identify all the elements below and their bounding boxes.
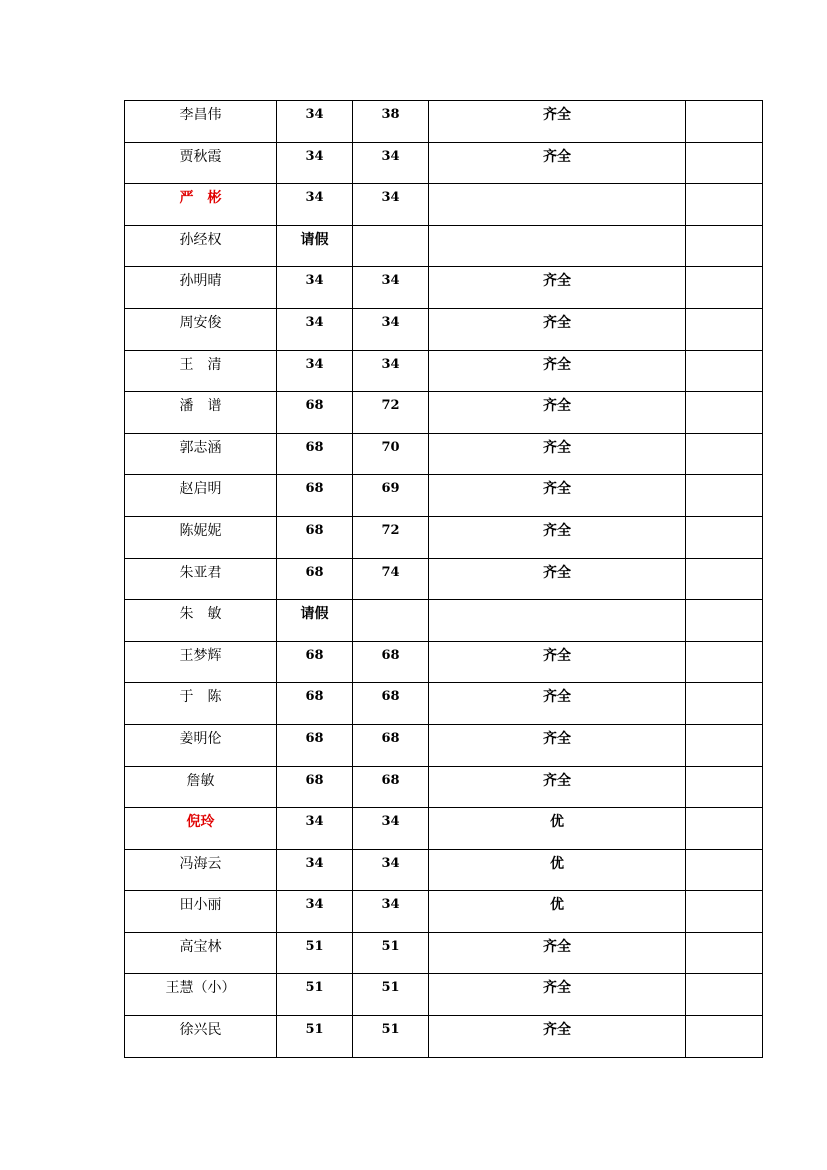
value-a-cell [277, 475, 353, 517]
value-a-cell [277, 808, 353, 850]
extra-cell-text [686, 642, 762, 648]
name-cell-text: 贾秋霞 [179, 148, 222, 165]
value-b-cell-text: 38 [381, 107, 400, 122]
value-a-cell-text: 34 [305, 273, 324, 289]
status-cell [429, 392, 686, 434]
extra-cell-text [686, 850, 762, 856]
name-cell [125, 433, 277, 475]
name-cell [125, 267, 277, 309]
status-cell [429, 308, 686, 350]
extra-cell [686, 1016, 763, 1058]
table-row [125, 350, 763, 392]
value-a-cell-text: 请假 [300, 231, 329, 248]
status-cell [429, 849, 686, 891]
value-a-cell-text: 34 [305, 356, 324, 372]
value-a-cell [277, 891, 353, 933]
extra-cell-text [686, 725, 762, 731]
name-cell-text: 王 清 [179, 356, 222, 373]
status-cell-text: 齐全 [543, 439, 571, 456]
value-a-cell-text: 68 [305, 772, 324, 788]
value-a-cell [277, 849, 353, 891]
extra-cell-text [686, 226, 762, 232]
status-cell [429, 683, 686, 725]
status-cell-text: 齐全 [543, 481, 571, 498]
extra-cell-text [686, 683, 762, 689]
status-cell-text: 齐全 [543, 938, 571, 955]
value-a-cell-text: 68 [305, 522, 324, 538]
status-cell [429, 184, 686, 226]
table-row [125, 974, 763, 1016]
table-row [125, 101, 763, 143]
extra-cell-text [686, 974, 762, 980]
status-cell-text: 优 [550, 855, 564, 872]
name-cell [125, 683, 277, 725]
status-cell-text: 齐全 [543, 522, 571, 539]
value-a-cell-text: 68 [305, 689, 324, 705]
status-cell [429, 267, 686, 309]
extra-cell [686, 142, 763, 184]
value-a-cell-text: 34 [305, 855, 324, 871]
status-cell-text: 齐全 [543, 273, 571, 290]
name-cell [125, 641, 277, 683]
name-cell-text: 徐兴民 [179, 1022, 222, 1039]
extra-cell [686, 932, 763, 974]
table-row [125, 600, 763, 642]
extra-cell-text [686, 143, 762, 149]
value-a-cell [277, 558, 353, 600]
value-a-cell [277, 516, 353, 558]
value-a-cell-text: 51 [305, 938, 324, 954]
value-b-cell-text: 72 [381, 522, 400, 538]
extra-cell-text [686, 351, 762, 357]
extra-cell [686, 808, 763, 850]
status-cell [429, 350, 686, 392]
value-b-cell [353, 350, 429, 392]
value-b-cell-text: 68 [381, 689, 400, 705]
status-cell-text: 齐全 [543, 980, 571, 997]
value-a-cell-text: 68 [305, 564, 324, 580]
status-cell [429, 766, 686, 808]
table-row [125, 1016, 763, 1058]
name-cell-text: 潘 谱 [179, 398, 222, 415]
extra-cell-text [686, 101, 762, 107]
value-b-cell [353, 600, 429, 642]
name-cell-text: 孙明晴 [179, 273, 222, 290]
status-cell-text: 齐全 [543, 1022, 571, 1039]
extra-cell [686, 225, 763, 267]
extra-cell [686, 433, 763, 475]
value-b-cell-text: 69 [381, 481, 400, 497]
extra-cell-text [686, 517, 762, 523]
name-cell [125, 974, 277, 1016]
status-cell-text: 优 [550, 897, 564, 914]
name-cell [125, 808, 277, 850]
table-row [125, 516, 763, 558]
value-a-cell-text: 34 [305, 897, 324, 913]
status-cell [429, 1016, 686, 1058]
name-cell-text: 赵启明 [179, 481, 222, 498]
roster-body [125, 101, 763, 1058]
value-b-cell-text: 34 [381, 356, 400, 372]
value-b-cell [353, 225, 429, 267]
name-cell-text: 王梦辉 [179, 647, 222, 664]
name-cell [125, 891, 277, 933]
value-a-cell-text: 34 [305, 148, 324, 164]
name-cell [125, 184, 277, 226]
value-b-cell [353, 974, 429, 1016]
status-cell-text [429, 184, 685, 190]
value-a-cell [277, 350, 353, 392]
name-cell [125, 724, 277, 766]
value-b-cell-text: 34 [381, 190, 400, 206]
extra-cell [686, 392, 763, 434]
status-cell-text: 齐全 [543, 356, 571, 373]
status-cell-text: 齐全 [543, 730, 571, 747]
value-a-cell [277, 932, 353, 974]
value-a-cell-text: 51 [305, 1022, 324, 1038]
status-cell-text: 优 [550, 814, 564, 831]
table-row [125, 558, 763, 600]
value-b-cell-text: 34 [381, 814, 400, 830]
value-a-cell [277, 1016, 353, 1058]
extra-cell-text [686, 891, 762, 897]
value-b-cell [353, 683, 429, 725]
value-b-cell [353, 516, 429, 558]
name-cell [125, 392, 277, 434]
table-row [125, 641, 763, 683]
name-cell-text: 倪玲 [186, 814, 215, 831]
value-a-cell-text: 68 [305, 647, 324, 663]
value-b-cell-text: 34 [381, 314, 400, 330]
table-row [125, 392, 763, 434]
value-b-cell-text: 34 [381, 148, 400, 164]
name-cell [125, 932, 277, 974]
name-cell-text: 冯海云 [179, 855, 222, 872]
value-b-cell [353, 766, 429, 808]
extra-cell-text [686, 309, 762, 315]
value-a-cell [277, 433, 353, 475]
status-cell-text: 齐全 [543, 398, 571, 415]
value-a-cell-text: 68 [305, 398, 324, 414]
extra-cell-text [686, 933, 762, 939]
value-a-cell-text: 34 [305, 107, 324, 122]
status-cell-text: 齐全 [543, 689, 571, 706]
value-b-cell-text: 68 [381, 730, 400, 746]
value-a-cell [277, 142, 353, 184]
name-cell [125, 600, 277, 642]
value-a-cell [277, 600, 353, 642]
status-cell [429, 932, 686, 974]
value-b-cell-text: 34 [381, 855, 400, 871]
extra-cell-text [686, 1016, 762, 1022]
name-cell-text: 孙经权 [179, 231, 222, 248]
value-b-cell [353, 475, 429, 517]
value-b-cell-text: 68 [381, 647, 400, 663]
extra-cell-text [686, 559, 762, 565]
value-b-cell-text: 51 [381, 980, 400, 996]
name-cell [125, 766, 277, 808]
value-b-cell [353, 433, 429, 475]
value-b-cell [353, 184, 429, 226]
value-a-cell-text: 68 [305, 481, 324, 497]
table-row [125, 891, 763, 933]
value-b-cell [353, 142, 429, 184]
name-cell-text: 周安俊 [179, 314, 222, 331]
status-cell [429, 974, 686, 1016]
extra-cell-text [686, 434, 762, 440]
name-cell-text: 高宝林 [179, 938, 222, 955]
value-b-cell [353, 641, 429, 683]
name-cell-text: 陈妮妮 [179, 522, 222, 539]
extra-cell [686, 308, 763, 350]
extra-cell [686, 683, 763, 725]
status-cell [429, 225, 686, 267]
table-row [125, 683, 763, 725]
value-b-cell-text: 51 [381, 938, 400, 954]
status-cell-text: 齐全 [543, 772, 571, 789]
value-a-cell [277, 225, 353, 267]
roster-table [124, 100, 763, 1058]
value-a-cell [277, 641, 353, 683]
status-cell [429, 516, 686, 558]
value-b-cell-text: 72 [381, 398, 400, 414]
value-b-cell [353, 392, 429, 434]
value-a-cell [277, 184, 353, 226]
table-row [125, 932, 763, 974]
status-cell [429, 142, 686, 184]
table-row [125, 724, 763, 766]
extra-cell [686, 766, 763, 808]
table-row [125, 433, 763, 475]
status-cell [429, 724, 686, 766]
value-b-cell [353, 1016, 429, 1058]
table-row [125, 766, 763, 808]
table-row [125, 184, 763, 226]
status-cell-text: 齐全 [543, 148, 571, 165]
extra-cell [686, 724, 763, 766]
name-cell [125, 101, 277, 143]
status-cell-text [429, 600, 685, 606]
value-b-cell [353, 101, 429, 143]
extra-cell [686, 641, 763, 683]
value-a-cell [277, 101, 353, 143]
table-row [125, 142, 763, 184]
status-cell [429, 641, 686, 683]
name-cell [125, 475, 277, 517]
value-b-cell-text: 70 [381, 439, 400, 455]
name-cell [125, 225, 277, 267]
value-b-cell-text: 74 [381, 564, 400, 580]
name-cell [125, 142, 277, 184]
value-a-cell-text: 34 [305, 314, 324, 330]
value-b-cell [353, 267, 429, 309]
extra-cell-text [686, 392, 762, 398]
value-b-cell-text: 34 [381, 273, 400, 289]
status-cell [429, 558, 686, 600]
table-row [125, 849, 763, 891]
extra-cell [686, 974, 763, 1016]
value-a-cell [277, 308, 353, 350]
value-b-cell-text: 34 [381, 897, 400, 913]
value-a-cell-text: 51 [305, 980, 324, 996]
value-a-cell [277, 392, 353, 434]
status-cell [429, 891, 686, 933]
table-row [125, 267, 763, 309]
value-a-cell-text: 请假 [300, 606, 329, 623]
name-cell [125, 558, 277, 600]
status-cell [429, 433, 686, 475]
status-cell-text: 齐全 [543, 314, 571, 331]
value-b-cell [353, 308, 429, 350]
value-b-cell [353, 891, 429, 933]
value-b-cell [353, 932, 429, 974]
value-a-cell [277, 724, 353, 766]
value-b-cell [353, 724, 429, 766]
status-cell-text: 齐全 [543, 564, 571, 581]
extra-cell-text [686, 475, 762, 481]
name-cell-text: 田小丽 [179, 897, 222, 914]
name-cell-text: 詹敏 [186, 772, 215, 789]
status-cell-text: 齐全 [543, 107, 571, 123]
extra-cell [686, 849, 763, 891]
value-a-cell [277, 683, 353, 725]
status-cell [429, 600, 686, 642]
status-cell-text: 齐全 [543, 647, 571, 664]
name-cell-text: 姜明伦 [179, 730, 222, 747]
table-row [125, 225, 763, 267]
name-cell [125, 350, 277, 392]
name-cell-text: 郭志涵 [179, 439, 222, 456]
status-cell [429, 101, 686, 143]
extra-cell [686, 600, 763, 642]
extra-cell [686, 475, 763, 517]
extra-cell-text [686, 767, 762, 773]
value-a-cell-text: 34 [305, 814, 324, 830]
value-b-cell [353, 558, 429, 600]
name-cell-text: 朱 敏 [179, 606, 222, 623]
value-b-cell-text [353, 226, 428, 232]
extra-cell-text [686, 600, 762, 606]
name-cell [125, 308, 277, 350]
value-a-cell [277, 766, 353, 808]
extra-cell [686, 350, 763, 392]
value-a-cell-text: 34 [305, 190, 324, 206]
name-cell [125, 1016, 277, 1058]
status-cell [429, 808, 686, 850]
value-b-cell-text: 51 [381, 1022, 400, 1038]
name-cell-text: 严 彬 [179, 190, 222, 207]
extra-cell-text [686, 184, 762, 190]
extra-cell [686, 891, 763, 933]
value-a-cell [277, 974, 353, 1016]
table-row [125, 808, 763, 850]
name-cell [125, 516, 277, 558]
value-b-cell [353, 849, 429, 891]
extra-cell [686, 101, 763, 143]
extra-cell [686, 558, 763, 600]
name-cell-text: 于 陈 [179, 689, 222, 706]
name-cell-text: 王慧（小） [165, 980, 236, 997]
value-a-cell-text: 68 [305, 730, 324, 746]
value-a-cell [277, 267, 353, 309]
extra-cell [686, 184, 763, 226]
status-cell [429, 475, 686, 517]
name-cell [125, 849, 277, 891]
status-cell-text [429, 226, 685, 232]
extra-cell [686, 516, 763, 558]
value-a-cell-text: 68 [305, 439, 324, 455]
value-b-cell [353, 808, 429, 850]
name-cell-text: 朱亚君 [179, 564, 222, 581]
table-row [125, 475, 763, 517]
name-cell-text: 李昌伟 [179, 107, 222, 123]
value-b-cell-text [353, 600, 428, 606]
extra-cell-text [686, 808, 762, 814]
table-row [125, 308, 763, 350]
extra-cell [686, 267, 763, 309]
value-b-cell-text: 68 [381, 772, 400, 788]
extra-cell-text [686, 267, 762, 273]
